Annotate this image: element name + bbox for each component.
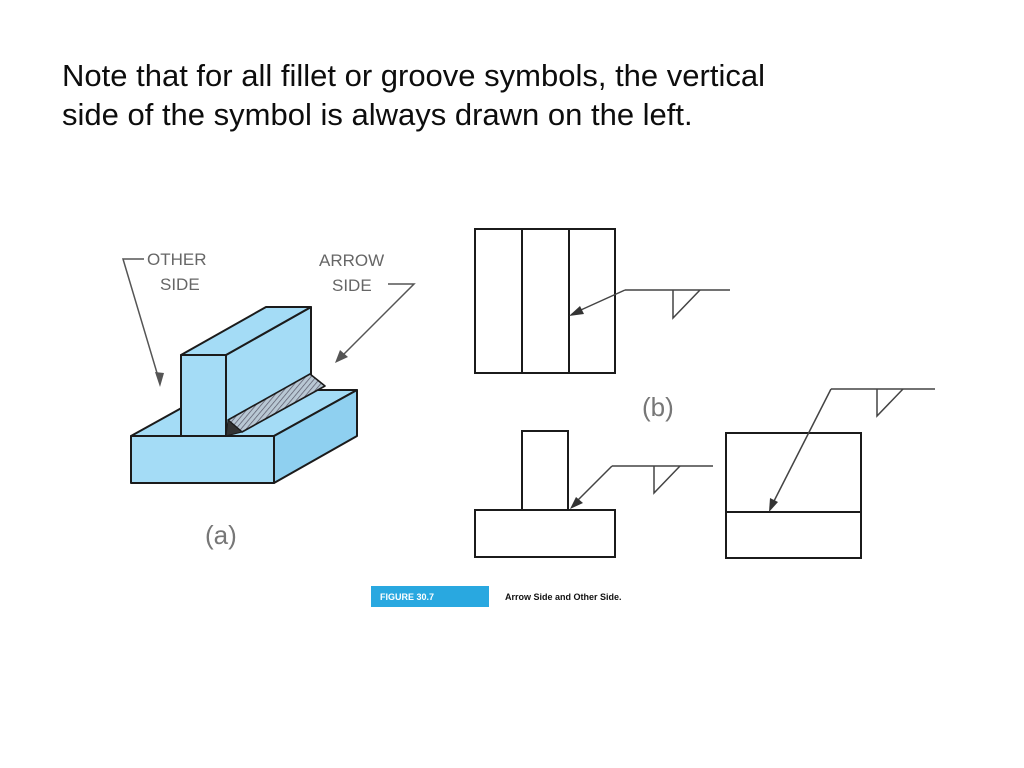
elevation-vertical-member [522,431,568,510]
elevation-fillet-symbol-icon [654,466,680,493]
note-line-2: side of the symbol is always drawn on the left. [62,97,693,132]
plan-view-weld-symbol [569,290,730,318]
plan-view [475,229,615,373]
elevation-view [475,431,615,557]
figure-a-label: (a) [205,520,237,550]
side-view-arrow-line [771,389,831,507]
elevation-weld-symbol [570,466,713,509]
figure-caption [371,586,622,607]
figure-b-label: (b) [642,392,674,422]
side-view [726,433,861,558]
vertical-member-front [181,355,226,436]
isometric-tee-joint [131,307,357,483]
arrow-side-label-line-2: SIDE [332,276,372,295]
plan-view-arrowhead [569,306,584,316]
note-line-1: Note that for all fillet or groove symbols, the vertical [62,58,765,93]
base-plate-front [131,436,274,483]
caption-tag: FIGURE 30.7 [380,592,435,602]
other-side-label-line-1: OTHER [147,250,207,269]
side-view-fillet-symbol-icon [877,389,903,416]
arrow-side-callout [319,251,414,363]
arrow-side-label-line-1: ARROW [319,251,385,270]
side-view-outline [726,433,861,558]
arrow-side-leader [338,284,414,360]
other-side-arrowhead [155,372,164,387]
plan-view-fillet-symbol-icon [673,290,700,318]
plan-view-outline [475,229,615,373]
side-view-arrowhead [769,498,778,512]
other-side-leader [123,259,160,383]
caption-text: Arrow Side and Other Side. [505,592,622,602]
elevation-base-plate [475,510,615,557]
other-side-label-line-2: SIDE [160,275,200,294]
side-view-weld-symbol [769,389,935,512]
elevation-arrowhead [570,497,583,509]
elevation-arrow-line [573,466,612,505]
